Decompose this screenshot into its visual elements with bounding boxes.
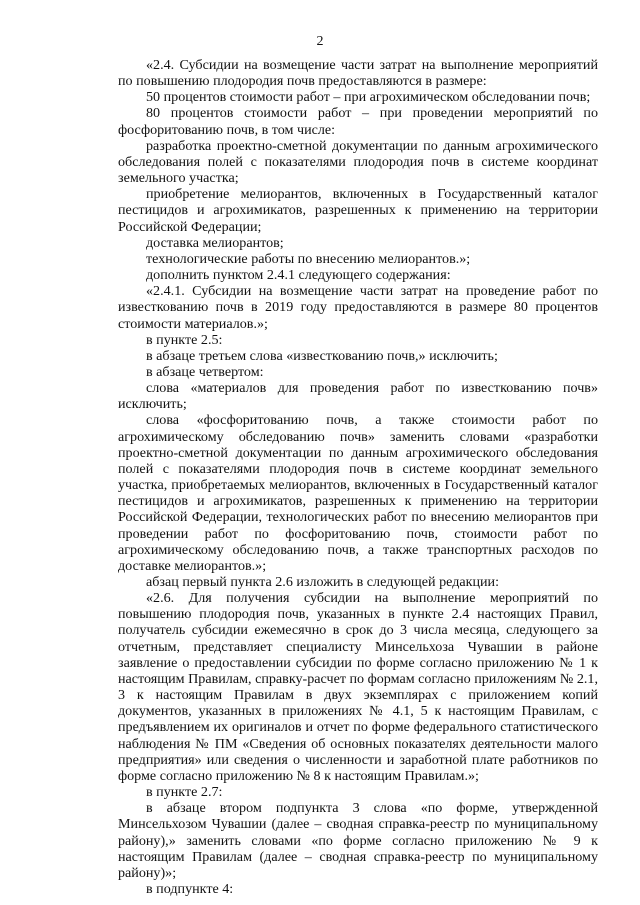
paragraph: в подпункте 4: — [146, 880, 234, 897]
paragraph: разработка проектно-сметной документации по данным агрохимического обследования полей с показателями плодородия почв в системе координат земельного участка; — [118, 137, 598, 187]
paragraph: «2.4.1. Субсидии на возмещение части затрат на проведение работ по известкованию почв в 2019 году предоставляются в размере 80 процентов стоимости материалов.»; — [118, 283, 598, 332]
paragraph: 80 процентов стоимости работ – при проведении мероприятий по фосфоритованию почв, в том числе: — [118, 105, 598, 138]
paragraph: «2.6. Для получения субсидии на выполнение мероприятий по повышению плодородия почв, указанных в пункте 2.4 настоящих Правил, получатель субсидии ежемесячно в срок до 3 числа месяца, следующего за отчетным, представляет специалисту Минсельхоза Чувашии в районе заявление о предоставлении субсидии по форме согласно приложению № 1 к настоящим Правилам, справку-расчет по формам согласно приложениям № 2.1, 3 к настоящим Правилам в двух экземплярах с приложением копий документов, указанных в приложениях № 4.1, 5 к настоящим Правилам, с предъявлением их оригиналов и отчет по форме федерального статистического наблюдения № ПМ «Сведения об основных показателях деятельности малого предприятия» или сведения о численности и заработной плате работников по форме согласно приложению № 8 к настоящим Правилам.»; — [118, 590, 598, 784]
paragraph: технологические работы по внесению мелиорантов.»; — [146, 250, 471, 267]
paragraph: абзац первый пункта 2.6 изложить в следующей редакции: — [146, 574, 500, 590]
page-number: 2 — [316, 34, 324, 49]
document-body — [118, 57, 598, 897]
paragraph: в абзаце четвертом: — [146, 363, 264, 380]
paragraph: 50 процентов стоимости работ – при агрохимическом обследовании почв; — [146, 89, 591, 106]
paragraph: слова «фосфоритованию почв, а также стоимости работ по агрохимическому обследованию почв» заменить словами «разработки проектно-сметной документации по данным агрохимического обследования полей с показателями плодородия почв в системе координат земельного участка, приобретаемых мелиорантов, включенных в Государственный каталог пестицидов и агрохимикатов, разрешенных к применению на территории Российской Федерации, технологических работ по внесению мелиорантов при проведении работ по фосфоритованию почв, стоимости работ по агрохимическому обследованию почв, а также транспортных расходов по доставке мелиорантов.»; — [118, 412, 598, 574]
paragraph: дополнить пунктом 2.4.1 следующего содержания: — [146, 267, 451, 284]
paragraph: в абзаце втором подпункта 3 слова «по форме, утвержденной Минсельхозом Чувашии (далее – сводная справка-реестр по муниципальному району),» заменить словами «по форме согласно приложению № 9 к настоящим Правилам (далее – сводная справка-реестр по муниципальному району)»; — [118, 800, 598, 881]
paragraph: в пункте 2.5: — [146, 331, 223, 348]
paragraph: в пункте 2.7: — [146, 784, 223, 801]
paragraph: доставка мелиорантов; — [146, 234, 284, 251]
paragraph: приобретение мелиорантов, включенных в Государственный каталог пестицидов и агрохимикатов, разрешенных к применению на территории Российской Федерации; — [118, 186, 598, 235]
paragraph: «2.4. Субсидии на возмещение части затрат на выполнение мероприятий по повышению плодородия почв предоставляются в размере: — [118, 57, 598, 90]
paragraph: в абзаце третьем слова «известкованию почв,» исключить; — [146, 347, 498, 364]
paragraph: слова «материалов для проведения работ по известкованию почв» исключить; — [118, 380, 598, 413]
